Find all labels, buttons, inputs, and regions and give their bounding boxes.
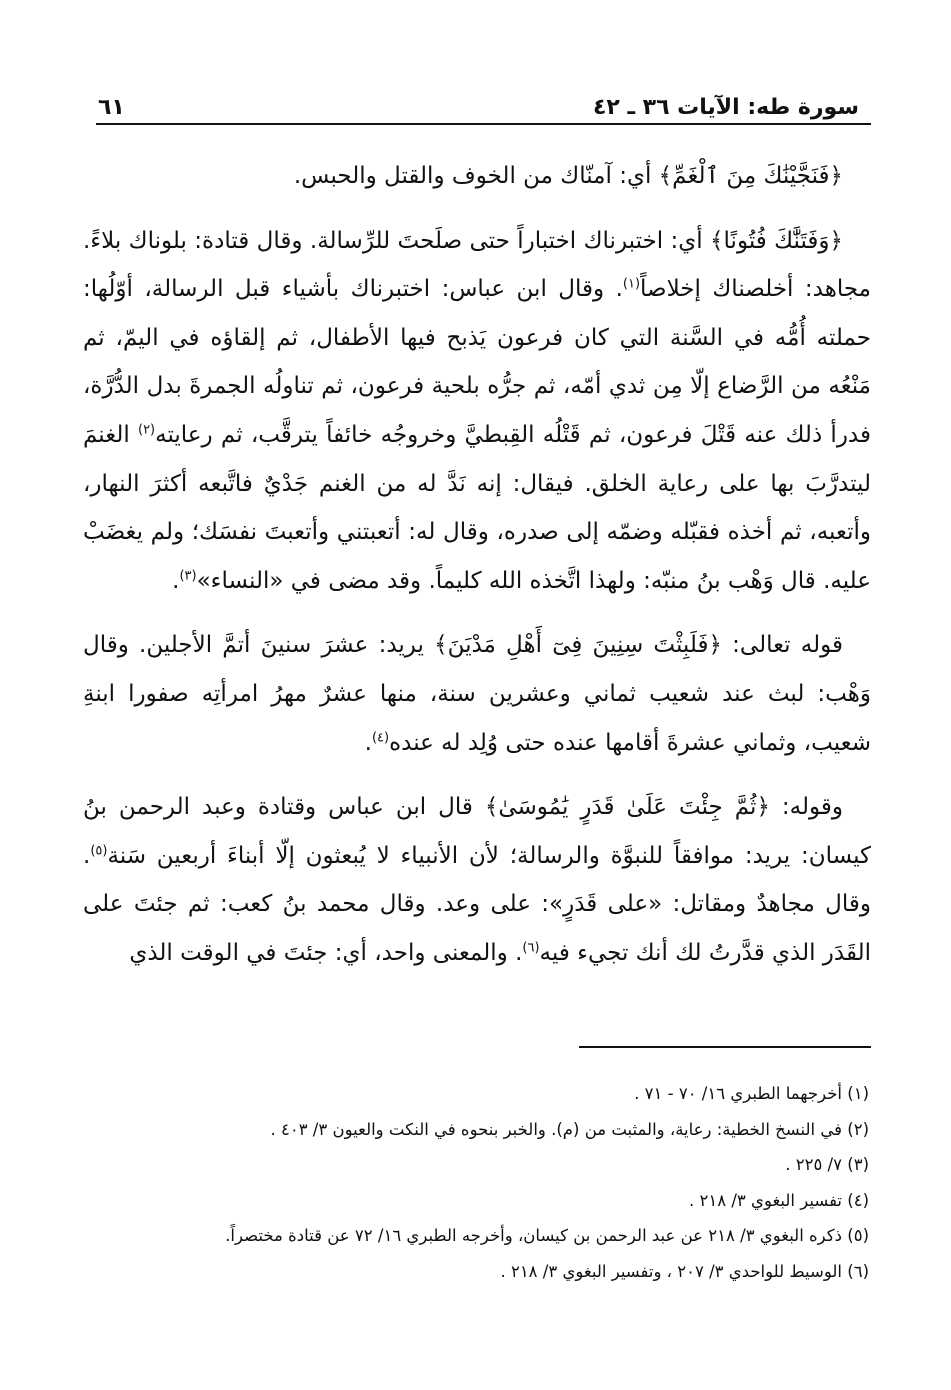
header-rule (96, 123, 871, 125)
text-line: أكثرَ النهار، وأتعبه، ثم أخذه فقبّله وضمّه إلى صدره، وقال له: أتعبتني وأتعبتَ (83, 470, 871, 546)
text-line: نفسَك؛ ولم يغضَبْ عليه. قال وَهْب بنُ منبّه: ولهذا اتَّخذه الله كليماً. وقد مضى في (83, 519, 871, 594)
paragraph-3 (83, 621, 871, 767)
text-line: . وقال ابن عباس: اختبرناك بأشياء قبل الرسالة، (144, 276, 623, 303)
footnote-4: (٤) تفسير البغوي ٣/ ٢١٨ . (689, 1190, 869, 1210)
footnote-ref[interactable]: (٤) (371, 729, 390, 745)
text-line: شعيب، وثماني عشرةَ أقامها عنده حتى وُلِد له عنده (389, 729, 871, 756)
main-text (83, 152, 871, 978)
text-line: الدُّرَّة، فدرأ ذلك عنه قَتْلَ فرعون، ثم قَتْلُه القِبطيَّ وخروجُه خائفاً يترقَّب، ثم (83, 373, 871, 448)
footnote-6: (٦) الوسيط للواحدي ٣/ ٢٠٧ ، وتفسير البغوي ٣/ ٢١٨ . (500, 1261, 869, 1281)
paragraph-2 (83, 217, 871, 606)
text-line: . (364, 729, 372, 756)
page-number: ٦١ (98, 95, 125, 120)
text-line: وَهْب: لبث عند شعيب ثماني وعشرين سنة، منها عشرٌ مهرُ امرأتِه صفورا ابنةِ (83, 680, 871, 707)
text-line: . (83, 842, 91, 869)
paragraph-1 (83, 152, 871, 201)
text-line: ﴿فَنَجَّيْنَٰكَ مِنَ ٱلْغَمِّ﴾ أي: آمنّاك من الخوف والقتل والحبس. (293, 163, 843, 189)
footnote-ref[interactable]: (٣) (179, 568, 197, 584)
text-line: . (172, 567, 180, 594)
footnote-1: (١) أخرجهما الطبري ١٦/ ٧٠ - ٧١ . (634, 1084, 869, 1103)
text-line: ثم مَنْعُه من الرَّضاع إلّا مِن ثدي أمّه، ثم جرُّه بلحية فرعون، ثم تناولُه الجمرةَ بدل (83, 324, 872, 400)
footnote-ref[interactable]: (٦) (522, 940, 540, 956)
text-line: وقوله: ﴿ثُمَّ جِئْتَ عَلَىٰ قَدَرٍ يَٰمُوسَىٰ﴾ قال ابن عباس وقتادة وعبد الرحمن بنُ (83, 794, 843, 821)
text-line: قوله تعالى: ﴿فَلَبِثْتَ سِنِينَ فِىٓ أَهْلِ مَدْيَنَ﴾ يريد: عشرَ سنينَ أتمَّ الأجلين. وقال (83, 632, 843, 659)
footnote-ref[interactable]: (١) (622, 276, 641, 292)
text-line: القَدَر الذي قدَّرتُ لك أنك تجيء فيه (539, 939, 871, 966)
footnote-ref[interactable]: (٢) (137, 422, 156, 438)
text-line: الغنمَ ليتدرَّبَ بها على رعاية الخلق. فيقال: إنه نَدَّ له من الغنم جَدْيٌ فاتَّبعه (83, 421, 871, 497)
text-line: «النساء» (196, 567, 284, 594)
running-header (98, 78, 859, 120)
footnote-5: (٥) ذكره البغوي ٣/ ٢١٨ عن عبد الرحمن بن كيسان، وأخرجه الطبري ١٦/ ٧٢ عن قتادة مختصراً. (225, 1226, 869, 1245)
text-line: بلاءً. مجاهد: أخلصناك إخلاصاً (83, 227, 871, 303)
text-line: رعايته (155, 421, 213, 448)
chapter-title: سورة طه: الآيات ٣٦ ـ ٤٢ (592, 95, 859, 120)
text-line: . والمعنى واحد، أي: جئتَ في الوقت الذي (129, 939, 523, 966)
text-line: ﴿وَفَتَنَّٰكَ فُتُونًا﴾ أي: اختبرناك اختباراً حتى صلَحتَ للرِّسالة. وقال قتادة: بلوناك (128, 227, 843, 254)
text-line: وقال مجاهدٌ ومقاتل: «على قَدَرٍ»: على وعد. وقال محمد بنُ كعب: ثم جئتَ على (83, 891, 871, 918)
footnote-separator (579, 1046, 871, 1048)
footnote-2: (٢) في النسخ الخطية: رعاية، والمثبت من (م). والخبر بنحوه في النكت والعيون ٣/ ٤٠٣ . (270, 1119, 869, 1139)
footnote-ref[interactable]: (٥) (90, 843, 108, 859)
paragraph-4 (83, 783, 871, 977)
footnotes (89, 1076, 869, 1289)
text-line: أوّلُها: حملته أُمُّه في السَّنة التي كان فرعون يَذبح فيها الأطفال، ثم إلقاؤه في اليمّ، (83, 276, 872, 351)
text-line: كيسان: يريد: موافقاً للنبوَّة والرسالة؛ لأن الأنبياء لا يُبعثون إلّا أبناءَ أربعين سَنة (107, 842, 871, 869)
footnote-3: (٣) ٧/ ٢٢٥ . (785, 1155, 869, 1174)
